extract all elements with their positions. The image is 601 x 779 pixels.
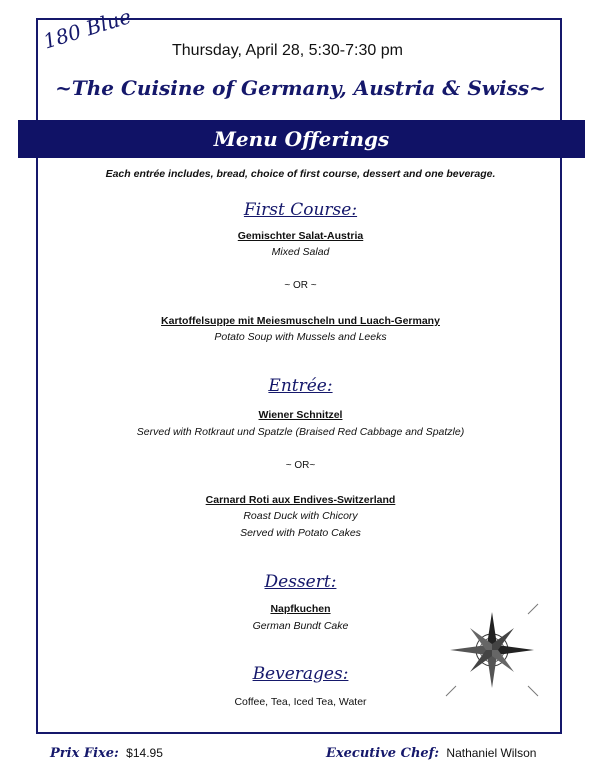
entree-option-2: Carnard Roti aux Endives-Switzerland [205, 494, 396, 506]
entree-option-1: Wiener Schnitzel [258, 409, 343, 421]
executive-chef-label: Executive Chef: [326, 746, 440, 761]
band-title: Menu Offerings [213, 127, 390, 151]
first-course-option-2: Kartoffelsuppe mit Meiesmuscheln und Luach-Germany [161, 315, 440, 327]
first-course-option-1: Gemischter Salat-Austria [237, 230, 364, 242]
first-course-option-2-desc: Potato Soup with Mussels and Leeks [214, 331, 387, 343]
beverages-heading: Beverages: [252, 664, 349, 684]
entree-option-2-desc-1: Roast Duck with Chicory [243, 510, 358, 522]
dessert-heading: Dessert: [264, 572, 337, 592]
prix-fixe [50, 746, 163, 761]
menu-title: ~The Cuisine of Germany, Austria & Swiss~ [55, 76, 546, 100]
prix-fixe-value: $14.95 [126, 746, 163, 760]
intro-text: Each entrée includes, bread, choice of first course, dessert and one beverage. [105, 168, 496, 180]
entree-option-2-desc-2: Served with Potato Cakes [240, 527, 361, 539]
logo-text: 180 Blue [40, 4, 134, 54]
prix-fixe-label: Prix Fixe: [50, 746, 119, 761]
entree-option-1-desc: Served with Rotkraut und Spatzle (Braised Red Cabbage and Spatzle) [136, 426, 465, 438]
entree-heading: Entrée: [268, 376, 333, 396]
executive-chef [326, 746, 536, 761]
menu-offerings-band [18, 120, 585, 158]
event-date: Thursday, April 28, 5:30-7:30 pm [172, 42, 403, 59]
first-course-heading: First Course: [243, 200, 358, 220]
dessert-item: Napfkuchen [270, 603, 331, 615]
compass-rose-icon [440, 600, 545, 700]
executive-chef-name: Nathaniel Wilson [446, 746, 537, 760]
first-course-option-1-desc: Mixed Salad [271, 246, 330, 258]
entree-or: ~ OR~ [285, 460, 316, 471]
dessert-item-desc: German Bundt Cake [252, 620, 349, 632]
first-course-or: ~ OR ~ [284, 280, 317, 291]
beverages-list: Coffee, Tea, Iced Tea, Water [234, 696, 367, 708]
